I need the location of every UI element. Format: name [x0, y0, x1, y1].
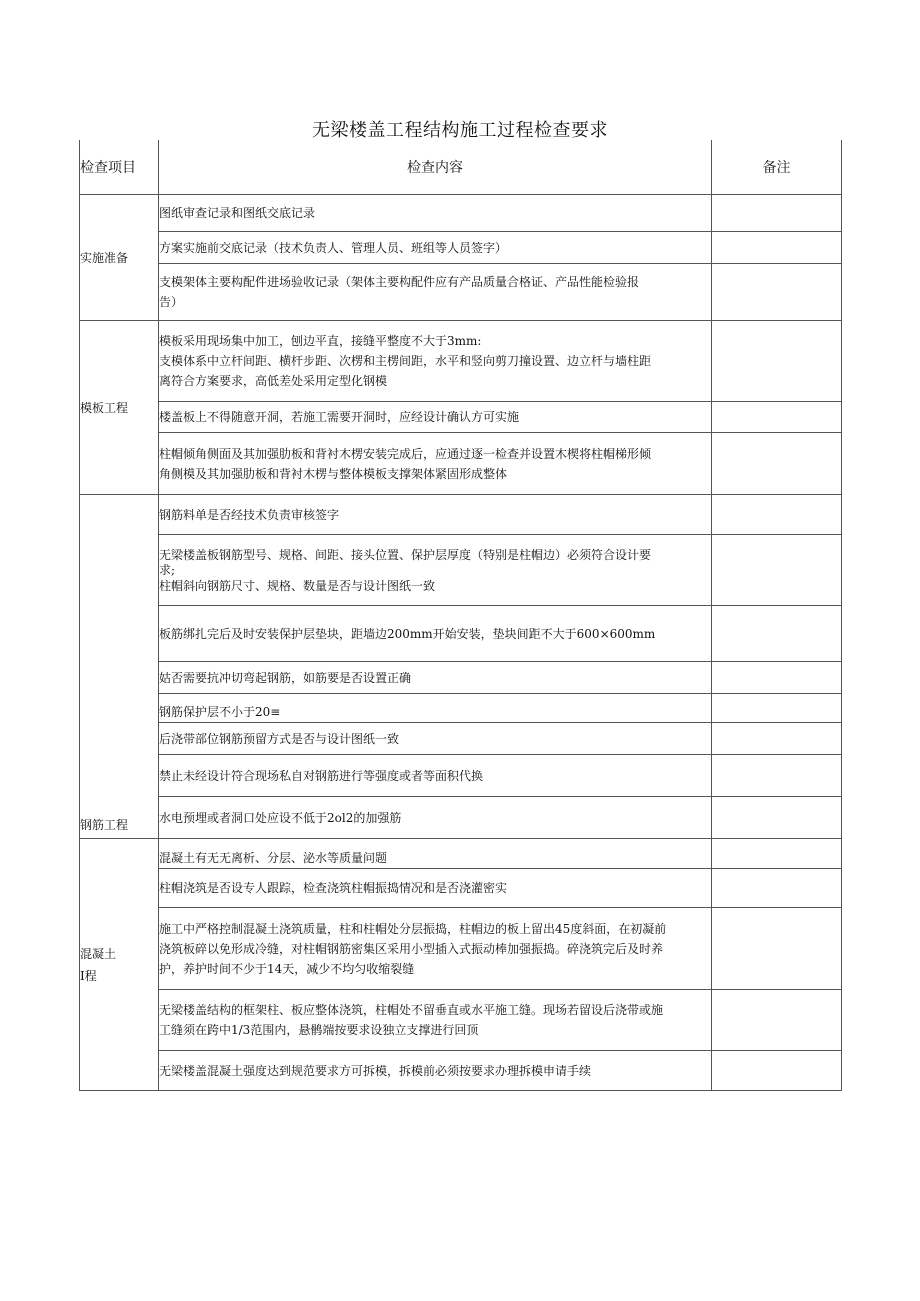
table-row	[80, 694, 842, 723]
check-content: 禁止未经设计符合现场私自对钢筋进行等强度或者等面积代换	[159, 755, 712, 797]
table-row	[80, 535, 842, 606]
remark-cell	[712, 606, 842, 662]
check-content: 后浇带部位钢筋预留方式是否与设计图纸一致	[159, 723, 712, 755]
check-content: 施工中严格控制混凝土浇筑质量，柱和柱帽处分层振捣，柱帽边的板上留出45度斜面，在初凝前 浇筑板碎以免形成冷缝，对柱帽钢筋密集区采用小型插入式振动棒加强振捣。碎浇筑完后及时养 护，养护时间不少于14天，减少不均匀收缩裂缝	[159, 908, 712, 990]
remark-cell	[712, 535, 842, 606]
remark-cell	[712, 908, 842, 990]
table-row	[80, 1051, 842, 1091]
remark-cell	[712, 402, 842, 433]
remark-cell	[712, 990, 842, 1051]
check-content: 无梁楼盖板钢筋型号、规格、间距、接头位置、保护层厚度（特别是柱帽边）必须符合设计要 求; 柱帽斜向钢筋尺寸、规格、数量是否与设计图纸一致	[159, 535, 712, 606]
table-row	[80, 264, 842, 321]
header-inspection-content: 检查内容	[159, 140, 712, 195]
remark-cell	[712, 264, 842, 321]
table-row	[80, 606, 842, 662]
check-content: 支模架体主要构配件进场验收记录（架体主要构配件应有产品质量合格证、产品性能检验报 告）	[159, 264, 712, 321]
table-row	[80, 433, 842, 495]
check-content: 方案实施前交底记录（技术负责人、管理人员、班组等人员签字）	[159, 232, 712, 264]
table-row	[80, 195, 842, 232]
remark-cell	[712, 433, 842, 495]
table-row	[80, 990, 842, 1051]
remark-cell	[712, 195, 842, 232]
check-content: 无梁楼盖结构的框架柱、板应整体浇筑，柱帽处不留垂直或水平施工缝。现场若留设后浇带或施 工缝须在跨中1/3范围内，悬鹘端按要求设独立支撑进行回顶	[159, 990, 712, 1051]
check-content: 钢筋保护层不小于20≡	[159, 694, 712, 723]
check-content: 楼盖板上不得随意开洞，若施工需要开洞时，应经设计确认方可实施	[159, 402, 712, 433]
inspection-table	[79, 140, 842, 1091]
table-row	[80, 321, 842, 402]
check-content: 模板采用现场集中加工，刨边平直，接缝平整度不大于3mm: 支模体系中立杆间距、横杆步距、次楞和主楞间距，水平和竖向剪刀撞设置、边立杆与墙柱距 离符合方案要求，高低差处采用定型化钢模	[159, 321, 712, 402]
remark-cell	[712, 869, 842, 908]
remark-cell	[712, 694, 842, 723]
table-row	[80, 797, 842, 839]
remark-cell	[712, 723, 842, 755]
category-preparation: 实施准备	[80, 195, 159, 321]
table-row	[80, 495, 842, 535]
table-row	[80, 662, 842, 694]
remark-cell	[712, 839, 842, 869]
check-content: 柱帽浇筑是否设专人跟踪，检查浇筑柱帽振捣情况和是否浇灌密实	[159, 869, 712, 908]
remark-cell	[712, 797, 842, 839]
category-concrete: 混凝土 I程	[80, 839, 159, 1091]
table-row	[80, 755, 842, 797]
remark-cell	[712, 232, 842, 264]
remark-cell	[712, 662, 842, 694]
table-row	[80, 232, 842, 264]
check-content: 水电预埋或者洞口处应设不低于2ol2的加强筋	[159, 797, 712, 839]
table-row	[80, 839, 842, 869]
table-row	[80, 869, 842, 908]
check-content: 柱帽倾角侧面及其加强肋板和背衬木楞安装完成后，应通过逐一检查并设置木楔将柱帽梯形倾 角侧模及其加强肋板和背衬木楞与整体模板支撑架体紧固形成整体	[159, 433, 712, 495]
table-row	[80, 402, 842, 433]
category-formwork: 模板工程	[80, 321, 159, 495]
check-content: 无梁楼盖混凝土强度达到规范要求方可拆模，拆模前必须按要求办理拆模申请手续	[159, 1051, 712, 1091]
remark-cell	[712, 495, 842, 535]
check-content: 板筋绑扎完后及时安装保护层垫块，距墙边200mm开始安装，垫块间距不大于600×600mm	[159, 606, 712, 662]
header-inspection-item: 检查项目	[80, 140, 159, 195]
header-remarks: 备注	[712, 140, 842, 195]
table-row	[80, 723, 842, 755]
check-content: 姑否需要抗冲切弯起钢筋，如筋要是否设置正确	[159, 662, 712, 694]
remark-cell	[712, 321, 842, 402]
remark-cell	[712, 1051, 842, 1091]
check-content: 钢筋料单是否经技术负责审核签字	[159, 495, 712, 535]
page-title: 无梁楼盖工程结构施工过程检查要求	[312, 120, 608, 141]
check-content: 混凝土有无无离析、分层、泌水等质量问题	[159, 839, 712, 869]
remark-cell	[712, 755, 842, 797]
table-header-row	[80, 140, 842, 195]
table-row	[80, 908, 842, 990]
category-rebar: 钢筋工程	[80, 495, 159, 839]
check-content: 图纸审查记录和图纸交底记录	[159, 195, 712, 232]
